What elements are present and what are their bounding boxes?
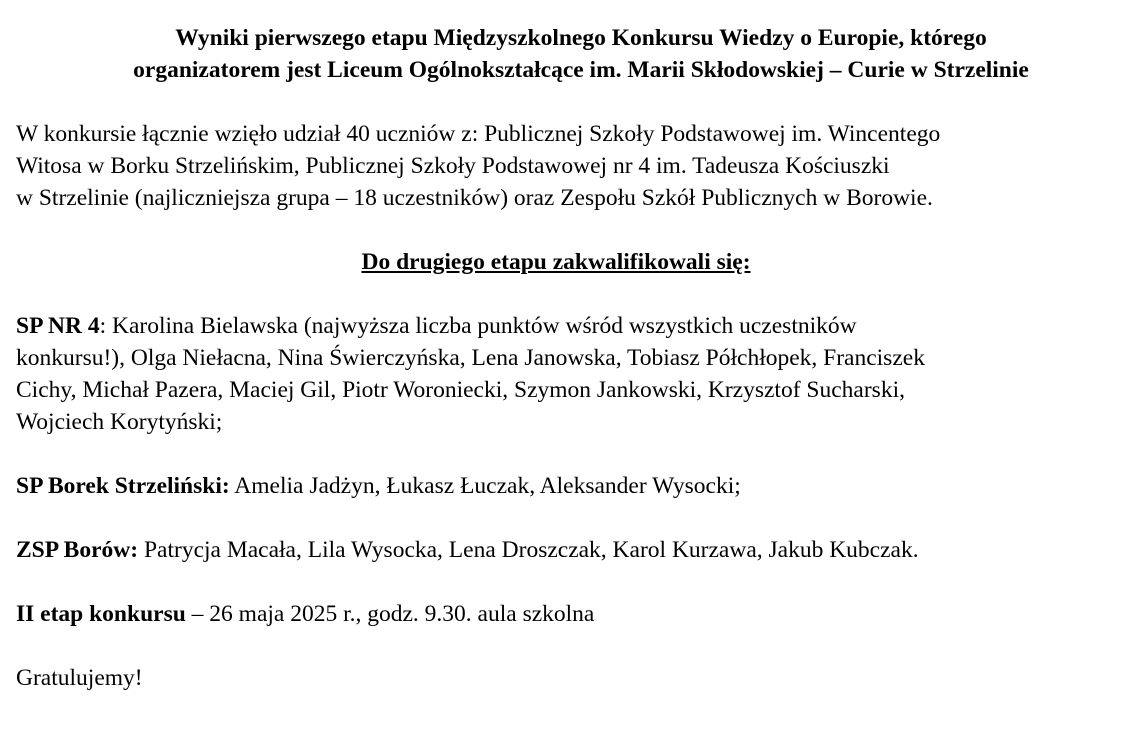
group-sp-nr4	[16, 310, 1116, 438]
names-line-4: Wojciech Korytyński;	[16, 409, 223, 435]
names-line-3: Cichy, Michał Pazera, Maciej Gil, Piotr Woroniecki, Szymon Jankowski, Krzysztof Sucharski,	[16, 377, 905, 403]
intro-line-2: Witosa w Borku Strzelińskim, Publicznej Szkoły Podstawowej nr 4 im. Tadeusza Kościuszki	[16, 153, 890, 179]
stage2-details: – 26 maja 2025 r., godz. 9.30. aula szkolna	[185, 601, 595, 627]
document	[16, 22, 1116, 694]
names-line-2: konkursu!), Olga Niełacna, Nina Świerczyńska, Lena Janowska, Tobiasz Półchłopek, Franciszek	[16, 345, 925, 371]
closing-text: Gratulujemy!	[16, 665, 143, 691]
names: Amelia Jadżyn, Łukasz Łuczak, Aleksander Wysocki;	[229, 473, 741, 499]
intro-line-1: W konkursie łącznie wzięło udział 40 uczniów z: Publicznej Szkoły Podstawowej im. Wincentego	[16, 121, 941, 147]
group-zsp-borow	[16, 534, 1116, 566]
names: Patrycja Macała, Lila Wysocka, Lena Droszczak, Karol Kurzawa, Jakub Kubczak.	[138, 537, 919, 563]
names-line-1: : Karolina Bielawska (najwyższa liczba punktów wśród wszystkich uczestników	[99, 313, 857, 339]
title-line-1: Wyniki pierwszego etapu Międzyszkolnego Konkursu Wiedzy o Europie, którego	[175, 25, 987, 51]
school-name: SP NR 4	[16, 313, 100, 339]
qualified-heading: Do drugiego etapu zakwalifikowali się:	[361, 249, 751, 275]
stage2-info	[16, 598, 1116, 630]
intro-line-3: w Strzelinie (najliczniejsza grupa – 18 uczestników) oraz Zespołu Szkół Publicznych w Borowie.	[16, 185, 933, 211]
title-line-2: organizatorem jest Liceum Ogólnokształcące im. Marii Skłodowskiej – Curie w Strzelinie	[133, 57, 1029, 83]
school-name: SP Borek Strzeliński:	[16, 473, 230, 499]
school-name: ZSP Borów:	[16, 537, 139, 563]
stage2-label: II etap konkursu	[16, 601, 186, 627]
document-title	[16, 22, 1116, 86]
group-sp-borek	[16, 470, 1116, 502]
intro-paragraph	[16, 118, 1116, 214]
